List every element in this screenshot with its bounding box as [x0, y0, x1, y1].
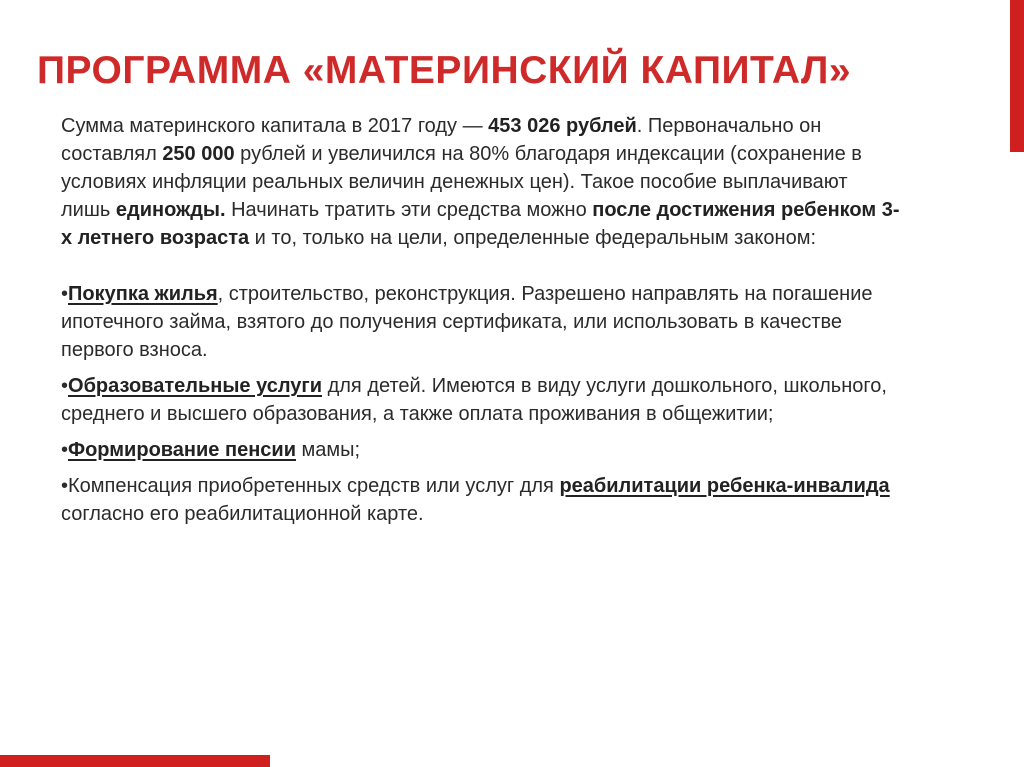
- list-item-education: [61, 372, 901, 428]
- intro-age-condition: после достижения ребенком 3-х летнего возраста: [61, 199, 900, 249]
- slide-title: ПРОГРАММА «МАТЕРИНСКИЙ КАПИТАЛ»: [37, 49, 852, 92]
- intro-amount-2017: 453 026 рублей: [488, 115, 637, 137]
- intro-paragraph: [61, 112, 901, 252]
- bullet: •: [61, 439, 69, 461]
- intro-initial-amount: 250 000: [162, 143, 235, 165]
- intro-text-1: Сумма материнского капитала в 2017 году —: [61, 115, 489, 137]
- list-item-rehabilitation: [61, 472, 901, 528]
- item-rehabilitation-title: реабилитации ребенка-инвалида: [559, 475, 890, 497]
- list-item-pension: [61, 436, 901, 464]
- bullet: •: [61, 283, 69, 305]
- intro-text-5: и то, только на цели, определенные федеральным законом:: [249, 227, 816, 249]
- intro-text-3: рублей и увеличился на 80% благодаря индексации (сохранение в условиях инфляции реальных величин денежных цен). Такое пособие выплачивают лишь: [61, 143, 862, 221]
- item-education-title: Образовательные услуги: [68, 375, 323, 397]
- list-item-housing: [61, 280, 901, 364]
- item-pension-title: Формирование пенсии: [68, 439, 296, 461]
- bullet: •: [61, 375, 69, 397]
- item-rehabilitation-pre: •Компенсация приобретенных средств или услуг для: [61, 475, 560, 497]
- slide-body: [61, 112, 901, 528]
- item-pension-text: мамы;: [295, 439, 361, 461]
- item-housing-text: , строительство, реконструкция. Разрешено направлять на погашение ипотечного займа, взятого до получения сертификата, или использовать в качестве первого взноса.: [61, 283, 873, 361]
- intro-text-4: Начинать тратить эти средства можно: [225, 199, 593, 221]
- intro-text-2: . Первоначально он составлял: [61, 115, 822, 165]
- item-education-text: для детей. Имеются в виду услуги дошкольного, школьного, среднего и высшего образования, а также оплата проживания в общежитии;: [61, 375, 887, 425]
- accent-bar-top-right: [1010, 0, 1024, 152]
- intro-once: единожды.: [115, 199, 226, 221]
- accent-bar-bottom-left: [0, 755, 270, 767]
- item-housing-title: Покупка жилья: [68, 283, 218, 305]
- item-rehabilitation-text: согласно его реабилитационной карте.: [61, 503, 424, 525]
